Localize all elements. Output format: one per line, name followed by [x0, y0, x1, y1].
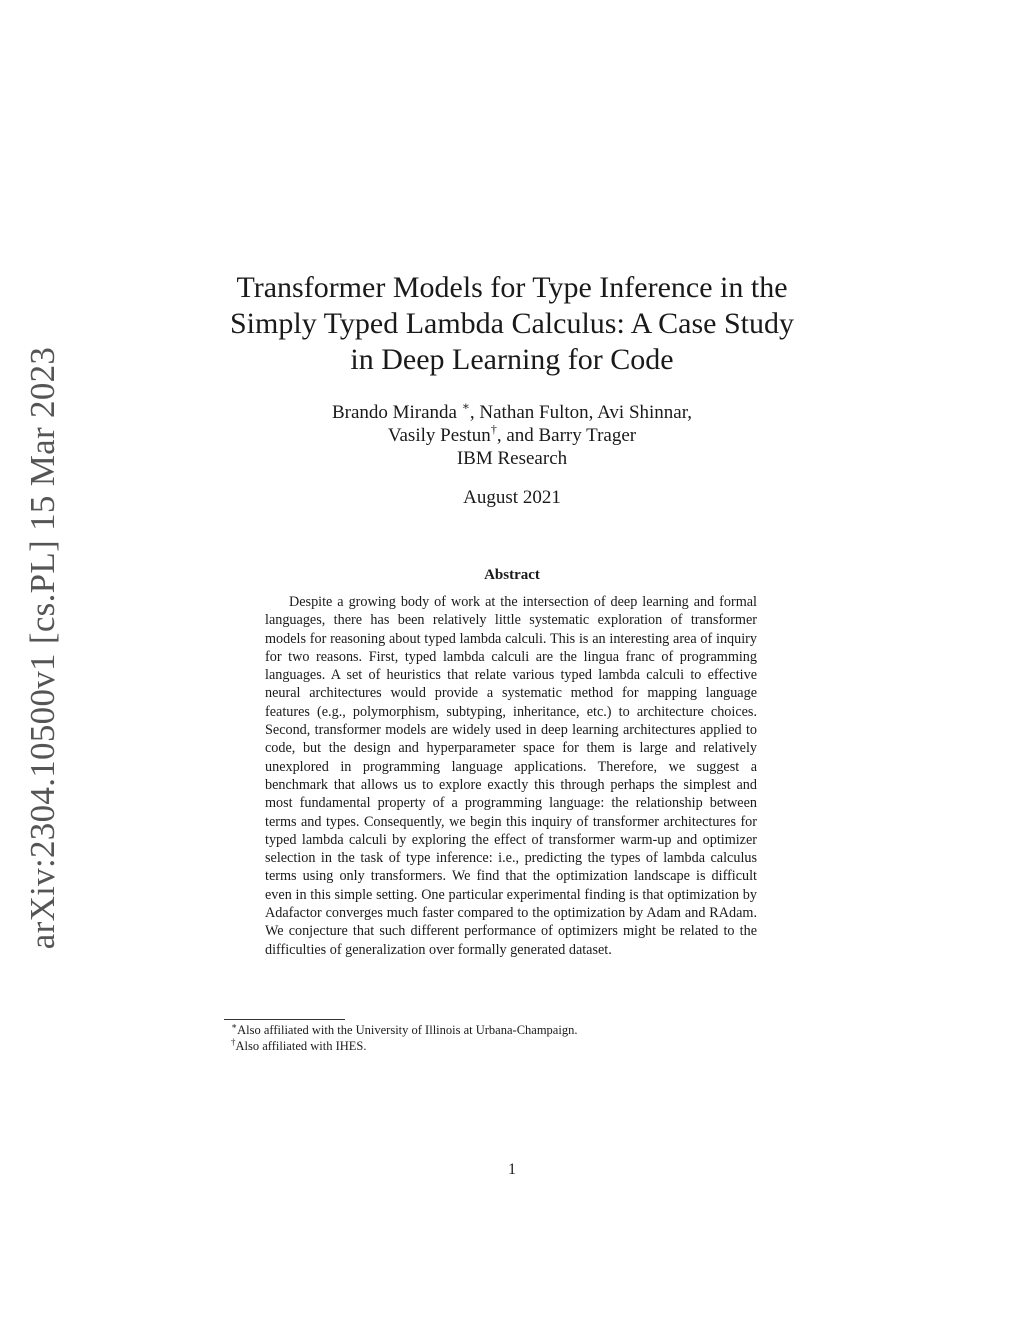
- paper-title-line-1: Transformer Models for Type Inference in the: [236, 271, 788, 304]
- abstract-heading: Abstract: [484, 567, 540, 583]
- paper-date: August 2021: [463, 487, 561, 508]
- affiliation: IBM Research: [456, 448, 568, 469]
- author-names-2: , Nathan Fulton, Avi Shinnar,: [469, 402, 693, 423]
- footnote-1: [231, 1022, 831, 1038]
- author-names-3: Vasily Pestun: [387, 425, 491, 446]
- footnote-mark-dagger: †: [490, 422, 497, 436]
- author-line-2: [210, 424, 814, 447]
- paper-title-line-2: Simply Typed Lambda Calculus: A Case Study: [230, 307, 794, 340]
- abstract-body: Despite a growing body of work at the intersection of deep learning and formal languages, there has been relatively little systematic exploration of transformer models for reasoning about typed lambda calculi. This is an interesting area of inquiry for two reasons. First, typed lambda calculi are the lingua franc of programming languages. A set of heuristics that relate various typed lambda calculi to effective neural architectures would provide a systematic method for mapping language features (e.g., polymorphism, subtyping, inheritance, etc.) to architecture choices. Second, transformer models are widely used in deep learning architectures applied to code, but the design and hyperparameter space for them is large and relatively unexplored in programming language applications. Therefore, we suggest a benchmark that allows us to explore exactly this through perhaps the simplest and most fundamental property of a programming language: the relationship between terms and types. Consequently, we begin this inquiry of transformer architectures for typed lambda calculi by exploring the effect of transformer warm-up and optimizer selection in the task of type inference: i.e., predicting the types of lambda calculus terms using only transformers. We find that the optimization landscape is difficult even in this simple setting. One particular experimental finding is that optimization by Adafactor converges much faster compared to the optimization by Adam and RAdam. We conjecture that such different performance of optimizers might be related to the difficulties of generalization over formally generated dataset.: [265, 594, 757, 958]
- author-block: [210, 401, 814, 470]
- footnote-divider: [224, 1019, 345, 1020]
- abstract-section: [265, 593, 757, 959]
- footnotes: [231, 1022, 831, 1054]
- paper-title: [210, 270, 814, 378]
- page-number: 1: [508, 1161, 516, 1178]
- author-names-4: , and Barry Trager: [496, 425, 637, 446]
- arxiv-identifier-text: arXiv:2304.10500v1 [cs.PL] 15 Mar 2023: [23, 346, 62, 949]
- footnote-1-text: Also affiliated with the University of Illinois at Urbana-Champaign.: [237, 1023, 578, 1037]
- footnote-2: [231, 1038, 831, 1054]
- footnote-2-mark: †: [231, 1037, 236, 1047]
- author-names-1: Brando Miranda: [331, 402, 462, 423]
- footnote-1-mark: ∗: [231, 1021, 238, 1031]
- footnote-mark-star: ∗: [461, 399, 470, 413]
- author-line-1: [210, 401, 814, 424]
- arxiv-identifier: [13, 346, 73, 949]
- paper-title-line-3: in Deep Learning for Code: [350, 343, 674, 376]
- footnote-2-text: Also affiliated with IHES.: [235, 1039, 367, 1053]
